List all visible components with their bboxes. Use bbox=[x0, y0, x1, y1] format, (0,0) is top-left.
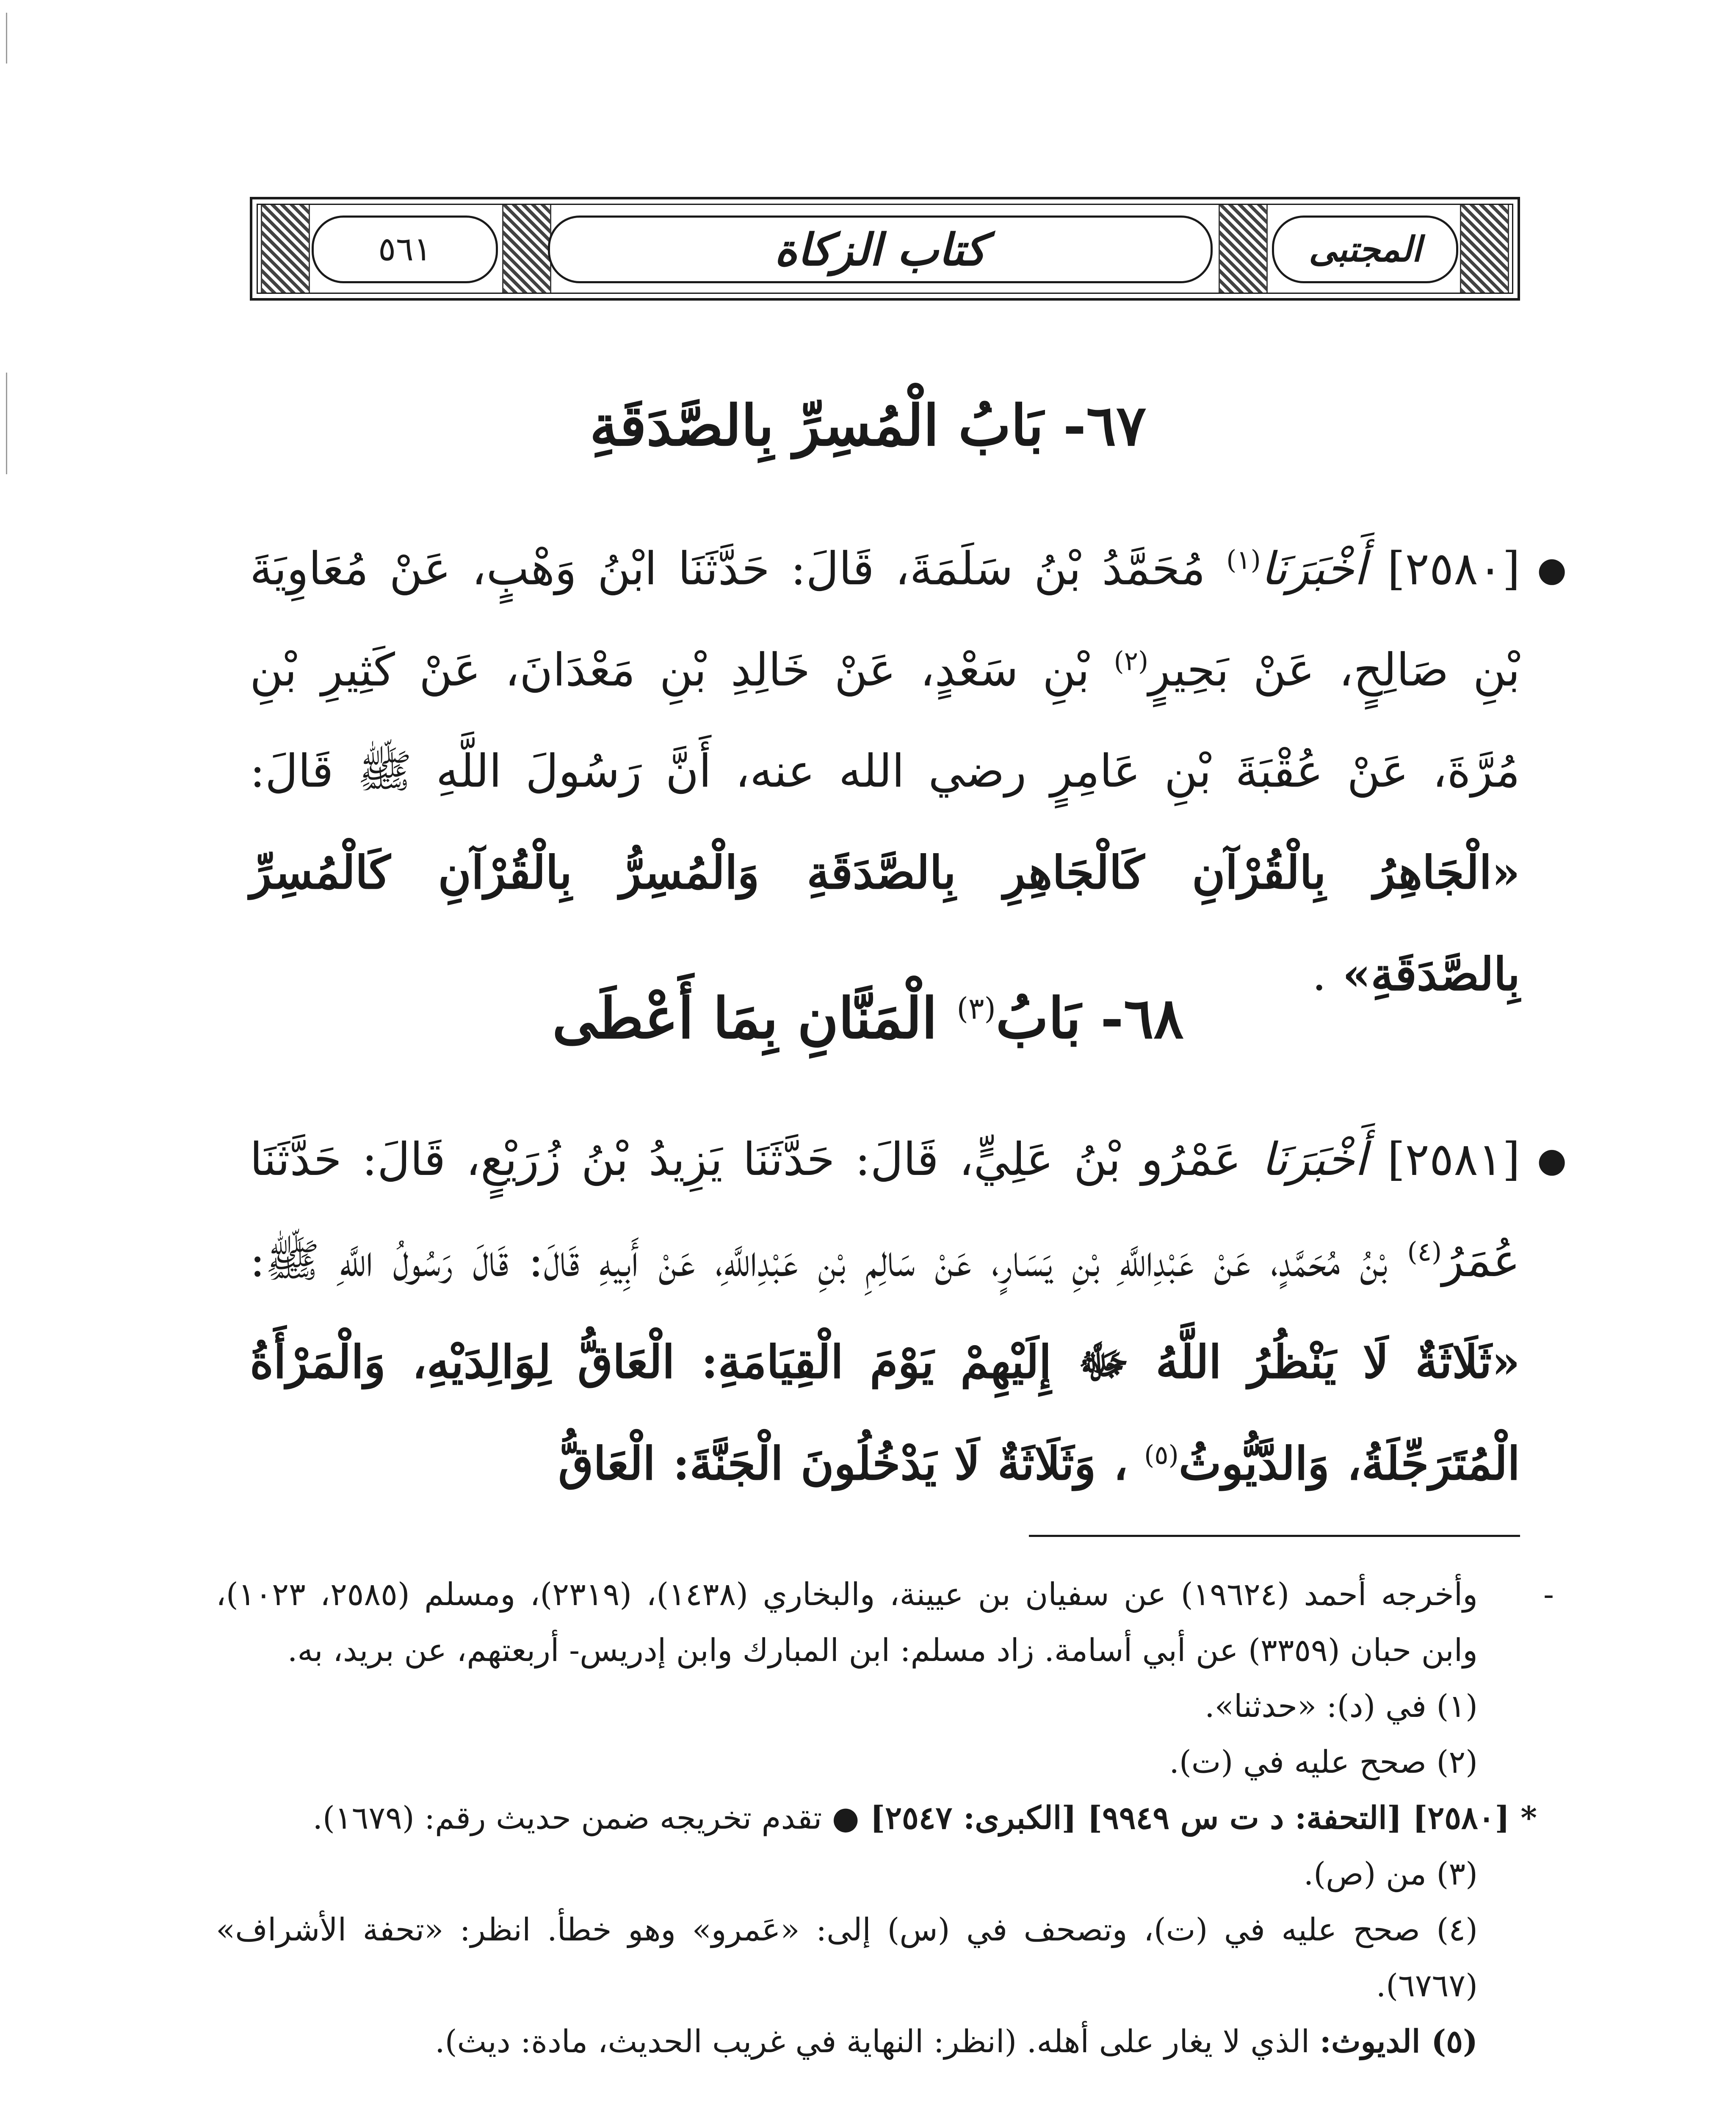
chapter-heading-part: ٦٨- بَابُ bbox=[995, 986, 1184, 1051]
ornament-icon bbox=[1460, 204, 1509, 294]
takhrij-text: ● تقدم تخريجه ضمن حديث رقم: (١٦٧٩). bbox=[312, 1800, 860, 1836]
footnote-5 bbox=[216, 2014, 1537, 2070]
bullet-icon: ● bbox=[1537, 1140, 1567, 1180]
isnad-text: بْنِ سَعْدٍ، عَنْ خَالِدِ بْنِ مَعْدَانَ، عَنْ كَثِيرِ بْنِ مُرَّةَ، عَنْ عُقْبَةَ بْنِ عَامِرٍ رضي الله عنه، أَنَّ رَسُولَ اللَّهِ ﷺ قَالَ: bbox=[250, 644, 1520, 798]
footnote-ref[interactable]: (٥) bbox=[1144, 1439, 1179, 1470]
ornament-icon bbox=[1219, 204, 1268, 294]
footnote-4: (٤) صحح عليه في (ت)، وتصحف في (س) إلى: «عَمرو» وهو خطأ. انظر: «تحفة الأشراف» (٦٧٦٧). bbox=[216, 1912, 1478, 2004]
book-title: المجتبى bbox=[1272, 216, 1458, 283]
footnote-5-label: (٥) الديوث: bbox=[1319, 2023, 1478, 2060]
chapter-heading-67: ٦٧- بَابُ الْمُسِرِّ بِالصَّدَقَةِ bbox=[589, 393, 1147, 459]
footnote-3: (٣) من (ص). bbox=[1303, 1856, 1478, 1892]
footnote-separator bbox=[1029, 1535, 1520, 1537]
takhrij-note-2580 bbox=[216, 1790, 1537, 1846]
ornament-icon bbox=[261, 204, 310, 294]
footnote-5-text: الذي لا يغار على أهله. (انظر: النهاية في غريب الحديث، مادة: ديث). bbox=[435, 2023, 1310, 2060]
takhrij-ref: * [٢٥٨٠] [التحفة: د ت س ٩٩٤٩] [الكبرى: ٢٥٤٧] bbox=[870, 1800, 1537, 1836]
akhbarana-word: أَخْبَرَنَا bbox=[1261, 543, 1367, 595]
running-title: كتاب الزكاة bbox=[548, 216, 1213, 283]
hadith-matn: ، وَثَلَاثَةٌ لَا يَدْخُلُونَ الْجَنَّةَ: الْعَاقُّ bbox=[558, 1437, 1128, 1490]
footnotes bbox=[216, 1567, 1537, 2070]
end-mark: . bbox=[1312, 948, 1327, 1001]
isnad-text: بْنُ مُحَمَّدٍ، عَنْ عَبْدِاللَّهِ بْنِ يَسَارٍ، عَنْ سَالِمِ بْنِ عَبْدِاللَّهِ، عَنْ أَبِيهِ قَالَ: قَالَ رَسُولُ اللَّهِ ﷺ: bbox=[250, 1235, 1388, 1287]
footnote-ref[interactable]: (٣) bbox=[956, 991, 996, 1026]
chapter-heading-part: الْمَنَّانِ بِمَا أَعْطَى bbox=[552, 986, 937, 1051]
page-number: ٥٦١ bbox=[312, 216, 498, 283]
scan-edge-mark bbox=[6, 13, 7, 64]
bullet-icon: ● bbox=[1537, 550, 1567, 589]
hadith-2581 bbox=[250, 1109, 1567, 1515]
hadith-number: [٢٥٨٠] bbox=[1387, 543, 1520, 595]
footnote-2: (٢) صحح عليه في (ت). bbox=[1169, 1744, 1478, 1780]
hadith-matn: «ثَلَاثَةٌ لَا يَنْظُرُ اللَّهُ ﷻ إِلَيْهِمْ يَوْمَ الْقِيَامَةِ: الْعَاقُّ لِوَالِدَيْهِ، وَالْمَرْأَةُ الْمُتَرَجِّلَةُ، وَالدَّيُّوثُ bbox=[250, 1336, 1520, 1490]
footnote-ref[interactable]: (٢) bbox=[1114, 645, 1149, 677]
ornament-icon bbox=[502, 204, 551, 294]
footnote-ref[interactable]: (١) bbox=[1226, 544, 1261, 575]
hadith-2580 bbox=[250, 519, 1567, 1025]
isnad-text: مُحَمَّدُ بْنُ سَلَمَةَ، قَالَ: حَدَّثَنَا ابْنُ وَهْبٍ، عَنْ مُعَاوِيَةَ بْنِ صَالِحٍ، عَنْ بَحِيرٍ bbox=[250, 543, 1520, 696]
footnote-1: (١) في (د): «حدثنا». bbox=[1205, 1688, 1478, 1725]
page-header bbox=[250, 197, 1520, 301]
scan-edge-mark bbox=[6, 373, 7, 474]
footnote-ref[interactable]: (٤) bbox=[1407, 1236, 1442, 1267]
chapter-heading-68 bbox=[254, 986, 1482, 1051]
isnad-text: عَمْرُو بْنُ عَلِيٍّ، قَالَ: حَدَّثَنَا يَزِيدُ بْنُ زُرَيْعٍ، قَالَ: حَدَّثَنَا عُمَرُ bbox=[250, 1133, 1520, 1287]
akhbarana-word: أَخْبَرَنَا bbox=[1261, 1133, 1367, 1186]
footnote-continuation: - وأخرجه أحمد (١٩٦٢٤) عن سفيان بن عيينة، والبخاري (١٤٣٨)، (٢٣١٩)، ومسلم (٢٥٨٥، ١٠٢٣)، وابن حبان (٣٣٥٩) عن أبي أسامة. زاد مسلم: ابن المبارك وابن إدريس- أربعتهم، عن بريد، به. bbox=[216, 1567, 1537, 1678]
hadith-matn: «الْجَاهِرُ بِالْقُرْآنِ كَالْجَاهِرِ بِالصَّدَقَةِ وَالْمُسِرُّ بِالْقُرْآنِ كَالْمُسِرِّ بِالصَّدَقَةِ» bbox=[250, 846, 1520, 1001]
hadith-number: [٢٥٨١] bbox=[1387, 1133, 1520, 1186]
